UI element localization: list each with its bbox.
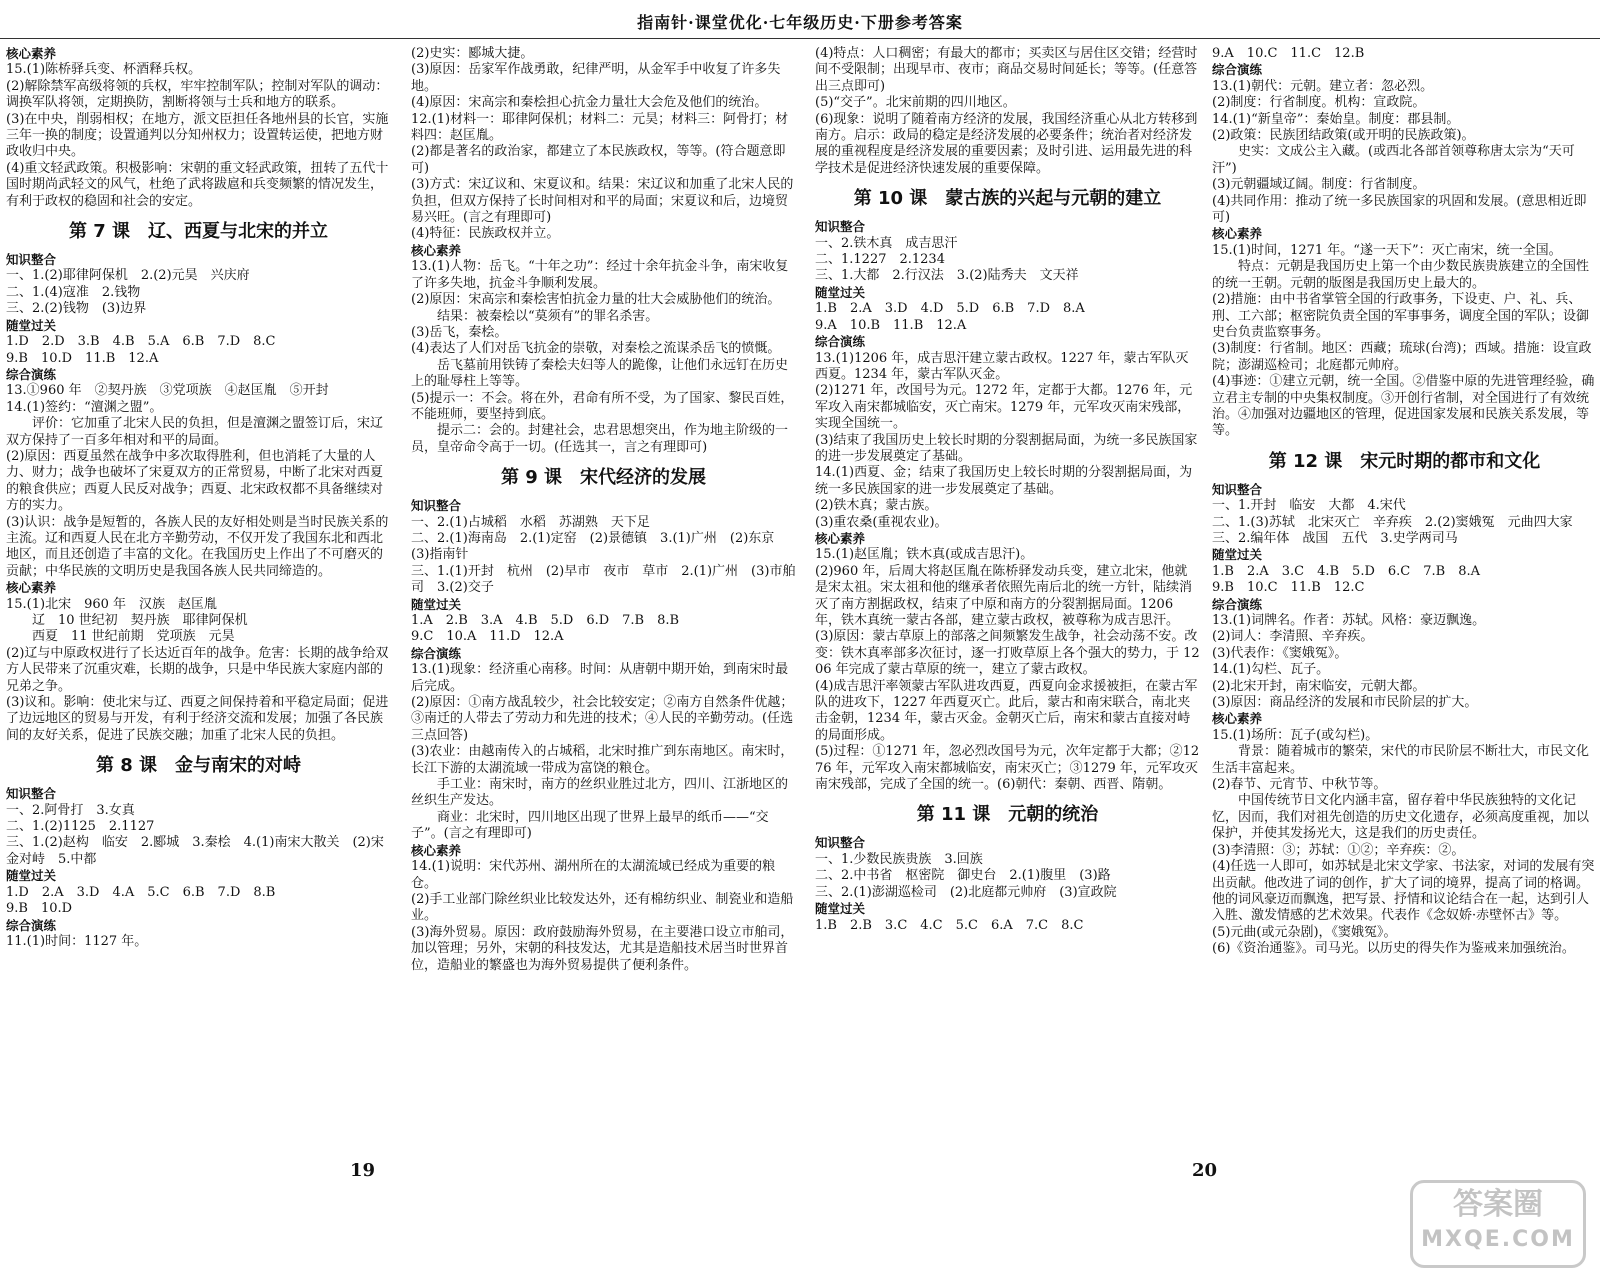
answer-line: 14.(1)“新皇帝”：秦始皇。制度：郡县制。 xyxy=(1212,111,1460,127)
answer-line: (4)成吉思汗率领蒙古军队进攻西夏，西夏向金求援被拒，在蒙古军队的进攻下，1227 年西夏灭亡。此后，蒙古和南宋联合，南北夹击金朝，1234 年，蒙古灭金。金朝灭亡后，南宋和蒙古直接对峙的局面形成。 xyxy=(815,678,1198,743)
answer-line: 1.A 2.B 3.A 4.B 5.D 6.D 7.B 8.B xyxy=(411,613,680,628)
section-heading: 综合演练 xyxy=(1212,62,1263,78)
section-heading: 核心素养 xyxy=(411,842,462,858)
answer-line: 1.B 2.A 3.C 4.B 5.D 6.C 7.B 8.A xyxy=(1212,563,1480,579)
section-heading: 知识整合 xyxy=(411,498,462,514)
page-number-right: 20 xyxy=(1192,1160,1218,1181)
answer-line: (2)制度：行省制度。机构：宣政院。 xyxy=(1212,95,1426,111)
answer-line: 二、2.中书省 枢密院 御史台 2.(1)腹里 (3)路 xyxy=(815,868,1111,884)
answer-line: (5)“交子”。北宋前期的四川地区。 xyxy=(815,95,1016,111)
answer-line: 三、1.(1)开封 杭州 (2)早市 夜市 草市 2.(1)广州 (3)市舶司 3.(2)交子 xyxy=(411,563,796,596)
section-heading: 综合演练 xyxy=(815,334,866,350)
answer-line: (3)李清照：③；苏轼：①②；辛弃疾：②。 xyxy=(1212,842,1465,858)
answer-line: 14.(1)勾栏、瓦子。 xyxy=(1212,662,1330,678)
lesson-title: 第 9 课 宋代经济的发展 xyxy=(500,467,707,489)
answer-line: 三、1.大都 2.行汉法 3.(2)陆秀夫 文天祥 xyxy=(815,268,1079,284)
answer-line: 15.(1)赵匡胤；铁木真(或成吉思汗)。 xyxy=(815,547,1034,563)
answer-line: 13.(1)词牌名。作者：苏轼。风格：豪迈飘逸。 xyxy=(1212,613,1486,628)
answer-line: (3)认识：战争是短暂的，各族人民的友好相处则是当时民族关系的主流。辽和西夏人民在北方辛勤劳动，不仅开发了我国东北和西北地区，而且还创造了丰富的文化。在我国历史上作出了不可磨灭的贡献；中华民族的文明历史是我国各族人民共同缔造的。 xyxy=(6,514,389,579)
header-rule xyxy=(0,38,1600,39)
answer-line: (2)解除禁军高级将领的兵权，牢牢控制军队；控制对军队的调动：调换军队将领，定期换防，割断将领与士兵和地方的联系。 xyxy=(6,78,389,111)
watermark-text: 答案圈 xyxy=(1453,1187,1543,1222)
answer-line: 14.(1)签约：“澶渊之盟”。 xyxy=(6,399,163,415)
answer-line: (3)岳飞，秦桧。 xyxy=(411,324,508,340)
lesson-title: 第 7 课 辽、西夏与北宋的并立 xyxy=(68,221,329,243)
answer-line: (2)措施：由中书省掌管全国的行政事务，下设吏、户、礼、兵、刑、工六部；枢密院负责全国的军事事务，调度全国的军队；设御史台负责监察事务。 xyxy=(1212,292,1590,340)
answer-line: 二、2.(1)海南岛 2.(1)定窑 (2)景德镇 3.(1)广州 (2)东京 (3)指南针 xyxy=(411,530,788,563)
answer-line: 一、1.少数民族贵族 3.回族 xyxy=(815,851,983,867)
section-heading: 知识整合 xyxy=(6,786,57,802)
answer-line: (2)原因：宋高宗和秦桧害怕抗金力量的壮大会威胁他们的统治。 xyxy=(411,292,781,308)
watermark-url: MXQE.COM xyxy=(1421,1227,1575,1252)
section-heading: 随堂过关 xyxy=(1212,547,1263,563)
section-heading: 随堂过关 xyxy=(815,284,866,300)
answer-line: (2)原因：西夏虽然在战争中多次取得胜利，但也消耗了大量的人力、财力；战争也破坏了宋夏双方的正常贸易，中断了北宋对西夏的粮食供应；西夏人民反对战争；西夏、北宋政权都不具备继续对方的实力。 xyxy=(6,448,384,514)
answer-line: (4)事迹：①建立元朝，统一全国。②借鉴中原的先进管理经验，确立君主专制的中央集权制度。③开创行省制，对全国进行了有效统治。④加强对边疆地区的管理，促进国家发展和民族关系发展，等等。 xyxy=(1212,374,1595,439)
answer-line: (2)春节、元宵节、中秋节等。 xyxy=(1212,777,1387,793)
section-heading: 综合演练 xyxy=(1212,596,1263,612)
answer-line: (6)现象：说明了随着南方经济的发展，我国经济重心从北方转移到南方。启示：政局的稳定是经济发展的必要条件；统治者对经济发展的重视程度是经济发展的重要因素；及时引进、运用最先进的科学技术是促进经济快速发展的重要保障。 xyxy=(815,111,1198,176)
page-number-left: 19 xyxy=(350,1160,376,1181)
answer-line: 15.(1)北宋 960 年 汉族 赵匡胤 xyxy=(6,596,218,612)
answer-line: 1.B 2.B 3.C 4.C 5.C 6.A 7.C 8.C xyxy=(815,917,1084,933)
section-heading: 随堂过关 xyxy=(411,596,462,612)
answer-line: (2)960 年，后周大将赵匡胤在陈桥驿发动兵变，建立北宋，他就是宋太祖。宋太祖和他的继承者依照先南后北的统一方针，陆续消灭了南方割据政权，结束了中原和南方的分裂割据局面。1206 年，铁木真统一蒙古各部，建立蒙古政权，被尊称为成吉思汗。 xyxy=(815,563,1193,628)
answer-line: 9.B 10.D xyxy=(6,901,73,917)
answer-line: 三、2.(2)钱物 (3)边界 xyxy=(6,301,147,317)
answer-line: 13.(1)1206 年，成吉思汗建立蒙古政权。1227 年，蒙古军队灭西夏。1234 年，蒙古军队灭金。 xyxy=(815,350,1189,382)
answer-line: (3)农业：由越南传入的占城稻，北宋时推广到东南地区。南宋时，长江下游的太湖流域一带成为富饶的粮仓。 xyxy=(411,744,794,776)
section-heading: 知识整合 xyxy=(6,252,57,268)
answer-line: 三、2.编年体 战国 五代 3.史学两司马 xyxy=(1212,530,1458,546)
answer-line: (3)代表作：《窦娥冤》。 xyxy=(1212,645,1348,661)
section-heading: 核心素养 xyxy=(1212,711,1263,727)
section-heading: 综合演练 xyxy=(6,917,57,933)
answer-line: 9.A 10.C 11.C 12.B xyxy=(1212,46,1365,61)
section-heading: 核心素养 xyxy=(815,530,866,546)
answer-line: 二、1.1227 2.1234 xyxy=(815,252,945,268)
answer-line: (3)在中央，削弱相权；在地方，派文臣担任各地州县的长官，实施三年一换的制度；设置通判以分知州权力；设置转运使，把地方财政收归中央。 xyxy=(6,111,389,160)
answer-line: (3)议和。影响：使北宋与辽、西夏之间保持着和平稳定局面；促进了边远地区的贸易与开发，有利于经济交流和发展；加强了各民族间的友好关系，促进了民族交融；加重了北宋人民的负担。 xyxy=(6,695,389,743)
column-3 xyxy=(815,46,1200,1216)
answer-line: (4)特点：人口稠密；有最大的都市；买卖区与居住区交错；经营时间不受限制；出现早市、夜市；商品交易时间延长；等等。(任意答出三点即可) xyxy=(815,46,1198,94)
section-heading: 核心素养 xyxy=(1212,226,1263,242)
answer-line: (2)词人：李清照、辛弃疾。 xyxy=(1212,629,1374,645)
answer-line: (4)共同作用：推动了统一多民族国家的巩固和发展。(意思相近即可) xyxy=(1212,193,1587,226)
answer-line: 一、1.开封 临安 大都 4.宋代 xyxy=(1212,498,1406,514)
section-heading: 核心素养 xyxy=(411,242,462,258)
section-heading: 知识整合 xyxy=(815,835,866,851)
answer-line: 13.(1)人物：岳飞。“十年之功”：经过十余年抗金斗争，南宋收复了许多失地，抗金斗争顺利发展。 xyxy=(411,259,789,291)
answer-line: (4)重文轻武政策。积极影响：宋朝的重文轻武政策，扭转了五代十国时期尚武轻文的风气，杜绝了武将跋扈和兵变频繁的情况发生，有利于政权的稳固和社会的安定。 xyxy=(6,160,389,209)
answer-line: (2)政策：民族团结政策(或开明的民族政策)。 xyxy=(1212,128,1475,144)
answer-line: 1.B 2.A 3.D 4.D 5.D 6.B 7.D 8.A xyxy=(815,301,1085,317)
answer-line: (2)原因：①南方战乱较少，社会比较安定；②南方自然条件优越；③南迁的人带去了劳动力和先进的技术；④人民的辛勤劳动。(任选三点回答) xyxy=(411,695,794,743)
answer-line: (5)元曲(或元杂剧)，《窦娥冤》。 xyxy=(1212,924,1397,940)
lesson-title: 第 11 课 元朝的统治 xyxy=(916,804,1099,826)
answer-line: 11.(1)时间：1127 年。 xyxy=(6,933,148,949)
section-heading: 知识整合 xyxy=(815,219,866,235)
answer-line: (4)表达了人们对岳飞抗金的崇敬，对秦桧之流谋杀岳飞的愤慨。 xyxy=(411,341,781,357)
answer-line: (3)元朝疆域辽阔。制度：行省制度。 xyxy=(1212,177,1426,193)
answer-line: 西夏 11 世纪前期 党项族 元昊 xyxy=(6,629,235,645)
answer-line: 一、2.铁木真 成吉思汗 xyxy=(815,235,958,251)
lesson-title: 第 10 课 蒙古族的兴起与元朝的建立 xyxy=(853,188,1162,210)
answer-line: (2)都是著名的政治家，都建立了本民族政权，等等。(符合题意即可) xyxy=(411,144,786,176)
answer-line: 一、1.(2)耶律阿保机 2.(2)元昊 兴庆府 xyxy=(6,268,250,284)
answer-line: 1.D 2.A 3.D 4.A 5.C 6.B 7.D 8.B xyxy=(6,884,276,900)
answer-line: 中国传统节日文化内涵丰富，留存着中华民族独特的文化记忆，因而，我们对祖先创造的历史文化遗存，必须高度重视，加以保护，并使其发扬光大，这是我们的历史责任。 xyxy=(1212,793,1590,842)
answer-line: (3)方式：宋辽议和、宋夏议和。结果：宋辽议和加重了北宋人民的负担，但双方保持了长时间相对和平的局面；宋夏议和后，边境贸易兴旺。(言之有理即可) xyxy=(411,177,794,226)
answer-line: (4)特征：民族政权并立。 xyxy=(411,226,560,242)
answer-line: 二、1.(3)苏轼 北宋灭亡 辛弃疾 2.(2)窦娥冤 元曲四大家 xyxy=(1212,514,1573,530)
answer-line: 9.A 10.B 11.B 12.A xyxy=(815,317,967,333)
answer-line: 商业：北宋时，四川地区出现了世界上最早的纸币——“交子”。(言之有理即可) xyxy=(411,809,769,842)
answer-line: 特点：元朝是我国历史上第一个由少数民族贵族建立的全国性的统一王朝。元朝的版图是我国历史上最大的。 xyxy=(1212,259,1590,291)
answer-line: 结果：被秦桧以“莫须有”的罪名杀害。 xyxy=(411,308,659,324)
answer-line: (2)史实：郾城大捷。 xyxy=(411,46,534,61)
answer-line: 15.(1)场所：瓦子(或勾栏)。 xyxy=(1212,727,1379,743)
answer-line: 史实：文成公主入藏。(或西北各部首领尊称唐太宗为“天可汗”) xyxy=(1212,144,1575,176)
answer-line: (2)辽与中原政权进行了长达近百年的战争。危害：长期的战争给双方人民带来了沉重灾难，长期的战争，只是中华民族大家庭内部的兄弟之争。 xyxy=(6,645,389,694)
answer-line: 13.(1)现象：经济重心南移。时间：从唐朝中期开始，到南宋时最后完成。 xyxy=(411,662,789,694)
answer-line: 手工业：南宋时，南方的丝织业胜过北方，四川、江浙地区的丝织生产发达。 xyxy=(411,777,789,809)
answer-line: 13.(1)朝代：元朝。建立者：忽必烈。 xyxy=(1212,78,1434,94)
column-2 xyxy=(411,46,796,1216)
answer-line: 背景：随着城市的繁荣，宋代的市民阶层不断壮大，市民文化生活丰富起来。 xyxy=(1212,744,1590,776)
watermark-logo xyxy=(1410,1180,1586,1268)
section-heading: 随堂过关 xyxy=(6,868,57,884)
lesson-title: 第 12 课 宋元时期的都市和文化 xyxy=(1268,450,1541,472)
answer-line: 15.(1)陈桥驿兵变、杯酒释兵权。 xyxy=(6,62,202,78)
answer-line: 1.D 2.D 3.B 4.B 5.A 6.B 7.D 8.C xyxy=(6,334,276,350)
answer-line: 一、2.(1)占城稻 水稻 苏湖熟 天下足 xyxy=(411,514,650,530)
answer-line: 13.①960 年 ②契丹族 ③党项族 ④赵匡胤 ⑤开封 xyxy=(6,383,329,399)
answer-line: 二、1.(4)寇准 2.钱物 xyxy=(6,284,141,300)
answer-line: 14.(1)西夏、金；结束了我国历史上较长时期的分裂割据局面，为统一多民族国家的进一步发展奠定了基础。 xyxy=(815,465,1193,497)
answer-line: (5)过程：①1271 年，忽必烈改国号为元，次年定都于大都；②1276 年，元军攻入南宋都城临安，南宋灭亡；③1279 年，元军攻灭南宋残部，完成了全国的统一。(6)朝代：秦朝、西晋、隋朝。 xyxy=(815,744,1200,793)
answer-line: (3)海外贸易。原因：政府鼓励海外贸易，在主要港口设立市舶司，加以管理；另外，宋朝的科技发达，尤其是造船技术居当时世界首位，造船业的繁盛也为海外贸易提供了便利条件。 xyxy=(411,924,794,973)
answer-line: (2)北宋开封，南宋临安，元朝大都。 xyxy=(1212,678,1426,694)
section-heading: 知识整合 xyxy=(1212,481,1263,497)
section-heading: 综合演练 xyxy=(6,366,57,382)
column-1 xyxy=(6,46,391,1216)
section-heading: 随堂过关 xyxy=(6,317,57,333)
answer-line: 岳飞墓前用铁铸了秦桧夫妇等人的跪像，让他们永远钉在历史上的耻辱柱上等等。 xyxy=(411,357,789,390)
answer-line: 提示二：会的。封建社会，忠君思想突出，作为地主阶级的一员，皇帝命令高于一切。(任选其一，言之有理即可) xyxy=(411,423,789,455)
section-heading: 核心素养 xyxy=(6,580,57,596)
answer-line: (3)原因：商品经济的发展和市民阶层的扩大。 xyxy=(1212,695,1478,711)
answer-line: (4)任选一人即可，如苏轼是北宋文学家、书法家，对词的发展有突出贡献。他改进了词的创作，扩大了词的境界，提高了词的格调。他的词风豪迈而飘逸，把写景、抒情和议论结合在一起，达到引人入胜、激发情感的艺术效果。代表作《念奴娇·赤壁怀古》等。 xyxy=(1212,859,1595,924)
column-4 xyxy=(1212,46,1597,1216)
answer-line: 9.B 10.C 11.B 12.C xyxy=(1212,580,1365,596)
section-heading: 核心素养 xyxy=(6,46,57,61)
answer-line: (2)手工业部门除丝织业比较发达外，还有棉纺织业、制瓷业和造船业。 xyxy=(411,891,794,924)
answer-line: 三、1.(2)赵构 临安 2.郾城 3.秦桧 4.(1)南宋大散关 (2)宋金对峙 5.中都 xyxy=(6,835,384,867)
answer-line: 12.(1)材料一：耶律阿保机；材料二：元昊；材料三：阿骨打；材料四：赵匡胤。 xyxy=(411,111,789,144)
answer-line: (3)制度：行省制。地区：西藏；琉球(台湾)；西域。措施：设宣政院；澎湖巡检司；北庭都元帅府。 xyxy=(1212,341,1592,373)
answer-line: 9.C 10.A 11.D 12.A xyxy=(411,629,564,645)
answer-line: (3)结束了我国历史上较长时期的分裂割据局面，为统一多民族国家的进一步发展奠定了基础。 xyxy=(815,432,1198,464)
answer-line: (2)铁木真；蒙古族。 xyxy=(815,498,938,514)
answer-line: 15.(1)时间，1271 年。“遂一天下”：灭亡南宋，统一全国。 xyxy=(1212,242,1562,258)
lesson-title: 第 8 课 金与南宋的对峙 xyxy=(95,755,302,777)
answer-line: (2)1271 年，改国号为元。1272 年，定都于大都。1276 年，元军攻入南宋都城临安，灭亡南宋。1279 年，元军攻灭南宋残部，实现全国统一。 xyxy=(815,383,1193,432)
answer-line: (4)原因：宋高宗和秦桧担心抗金力量壮大会危及他们的统治。 xyxy=(411,95,768,111)
answer-line: (3)重农桑(重视农业)。 xyxy=(815,514,948,530)
page-header: 指南针·课堂优化·七年级历史·下册参考答案 xyxy=(637,13,963,32)
answer-line: 9.B 10.D 11.B 12.A xyxy=(6,350,159,366)
answer-line: (3)原因：蒙古草原上的部落之间频繁发生战争，社会动荡不安。改变：铁木真率部多次征讨，逐一打败草原上各个强大的势力，于 1206 年完成了蒙古草原的统一，建立了蒙古政权。 xyxy=(815,629,1200,678)
answer-line: 评价：它加重了北宋人民的负担，但是澶渊之盟签订后，宋辽双方保持了一百多年相对和平的局面。 xyxy=(6,416,384,448)
answer-line: 三、2.(1)澎湖巡检司 (2)北庭都元帅府 (3)宣政院 xyxy=(815,884,1117,900)
answer-line: 一、2.阿骨打 3.女真 xyxy=(6,802,135,818)
section-heading: 随堂过关 xyxy=(815,901,866,917)
section-heading: 综合演练 xyxy=(411,645,462,661)
answer-line: 14.(1)说明：宋代苏州、湖州所在的太湖流域已经成为重要的粮仓。 xyxy=(411,859,776,891)
answer-line: 辽 10 世纪初 契丹族 耶律阿保机 xyxy=(6,613,248,628)
answer-line: 二、1.(2)1125 2.1127 xyxy=(6,819,155,835)
answer-line: (5)提示一：不会。将在外，君命有所不受，为了国家、黎民百姓，不能班师，要坚持到底。 xyxy=(411,390,794,422)
answer-line: (6)《资治通鉴》。司马光。以历史的得失作为鉴戒来加强统治。 xyxy=(1212,941,1575,957)
answer-line: (3)原因：岳家军作战勇敢，纪律严明，从金军手中收复了许多失地。 xyxy=(411,62,781,94)
